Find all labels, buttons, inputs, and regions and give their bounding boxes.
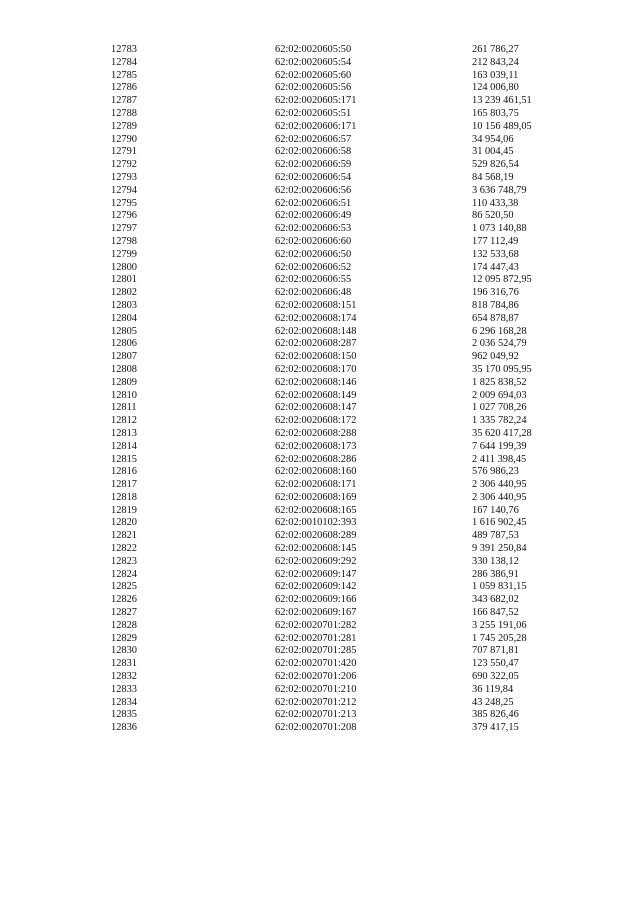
value-cell: 330 138,12 [472,555,519,567]
cadastral-number-cell: 62:02:0020606:57 [275,133,352,145]
table-row [0,671,640,684]
row-number-cell: 12824 [111,568,137,580]
cadastral-number-cell: 62:02:0020608:148 [275,325,357,337]
table-row [0,466,640,479]
row-number-cell: 12792 [111,159,137,171]
table-row [0,274,640,287]
table-row [0,505,640,518]
document-table [0,44,640,735]
cadastral-number-cell: 62:02:0020701:281 [275,632,357,644]
value-cell: 196 316,76 [472,287,519,299]
cadastral-number-cell: 62:02:0020608:160 [275,466,357,478]
value-cell: 2 306 440,95 [472,479,527,491]
cadastral-number-cell: 62:02:0020608:288 [275,427,357,439]
value-cell: 962 049,92 [472,351,519,363]
cadastral-number-cell: 62:02:0020605:171 [275,95,357,107]
value-cell: 110 433,38 [472,197,519,209]
table-row [0,697,640,710]
value-cell: 34 954,06 [472,133,514,145]
cadastral-number-cell: 62:02:0020605:60 [275,69,352,81]
value-cell: 124 006,80 [472,82,519,94]
row-number-cell: 12814 [111,440,137,452]
value-cell: 1 073 140,88 [472,223,527,235]
table-row [0,658,640,671]
cadastral-number-cell: 62:02:0020701:282 [275,619,357,631]
value-cell: 3 636 748,79 [472,184,527,196]
cadastral-number-cell: 62:02:0020608:147 [275,402,357,414]
value-cell: 177 112,49 [472,235,519,247]
cadastral-number-cell: 62:02:0020605:56 [275,82,352,94]
value-cell: 132 533,68 [472,248,519,260]
table-row [0,210,640,223]
value-cell: 174 447,43 [472,261,519,273]
row-number-cell: 12823 [111,555,137,567]
value-cell: 261 786,27 [472,44,519,55]
cadastral-number-cell: 62:02:0020608:150 [275,351,357,363]
table-row [0,722,640,735]
cadastral-number-cell: 62:02:0020609:166 [275,594,357,606]
row-number-cell: 12834 [111,696,137,708]
table-row [0,172,640,185]
table-row [0,569,640,582]
table-row [0,645,640,658]
value-cell: 1 027 708,26 [472,402,527,414]
cadastral-number-cell: 62:02:0020608:172 [275,415,357,427]
value-cell: 690 322,05 [472,671,519,683]
row-number-cell: 12811 [111,402,137,414]
row-number-cell: 12818 [111,491,137,503]
cadastral-number-cell: 62:02:0020605:50 [275,44,352,55]
value-cell: 2 009 694,03 [472,389,527,401]
cadastral-number-cell: 62:02:0020608:289 [275,530,357,542]
value-cell: 165 803,75 [472,107,519,119]
table-row [0,121,640,134]
value-cell: 1 825 838,52 [472,376,527,388]
value-cell: 163 039,11 [472,69,519,81]
row-number-cell: 12812 [111,415,137,427]
table-row [0,543,640,556]
cadastral-number-cell: 62:02:0020605:51 [275,107,352,119]
cadastral-number-cell: 62:02:0020608:174 [275,312,357,324]
table-row [0,364,640,377]
value-cell: 6 296 168,28 [472,325,527,337]
value-cell: 9 391 250,84 [472,543,527,555]
table-row [0,108,640,121]
row-number-cell: 12807 [111,351,137,363]
table-row [0,479,640,492]
row-number-cell: 12790 [111,133,137,145]
row-number-cell: 12813 [111,427,137,439]
table-row [0,44,640,57]
table-row [0,287,640,300]
cadastral-number-cell: 62:02:0020606:58 [275,146,352,158]
row-number-cell: 12784 [111,56,137,68]
table-row [0,454,640,467]
cadastral-number-cell: 62:02:0020701:420 [275,658,357,670]
table-row [0,620,640,633]
value-cell: 2 036 524,79 [472,338,527,350]
table-row [0,82,640,95]
value-cell: 286 386,91 [472,568,519,580]
cadastral-number-cell: 62:02:0020608:170 [275,363,357,375]
row-number-cell: 12827 [111,607,137,619]
table-row [0,338,640,351]
value-cell: 1 616 902,45 [472,517,527,529]
cadastral-number-cell: 62:02:0020606:53 [275,223,352,235]
cadastral-number-cell: 62:02:0020606:55 [275,274,352,286]
row-number-cell: 12816 [111,466,137,478]
row-number-cell: 12836 [111,722,137,734]
cadastral-number-cell: 62:02:0020606:59 [275,159,352,171]
cadastral-number-cell: 62:02:0020609:142 [275,581,357,593]
table-row [0,185,640,198]
row-number-cell: 12794 [111,184,137,196]
row-number-cell: 12829 [111,632,137,644]
value-cell: 489 787,53 [472,530,519,542]
row-number-cell: 12817 [111,479,137,491]
cadastral-number-cell: 62:02:0020701:212 [275,696,357,708]
row-number-cell: 12828 [111,619,137,631]
cadastral-number-cell: 62:02:0020608:165 [275,504,357,516]
table-row [0,223,640,236]
cadastral-number-cell: 62:02:0020609:292 [275,555,357,567]
table-row [0,95,640,108]
cadastral-number-cell: 62:02:0020701:285 [275,645,357,657]
value-cell: 654 878,87 [472,312,519,324]
value-cell: 1 059 831,15 [472,581,527,593]
value-cell: 2 306 440,95 [472,491,527,503]
value-cell: 576 986,23 [472,466,519,478]
row-number-cell: 12826 [111,594,137,606]
row-number-cell: 12798 [111,235,137,247]
row-number-cell: 12821 [111,530,137,542]
table-row [0,607,640,620]
table-row [0,402,640,415]
row-number-cell: 12785 [111,69,137,81]
row-number-cell: 12825 [111,581,137,593]
row-number-cell: 12786 [111,82,137,94]
value-cell: 212 843,24 [472,56,519,68]
table-row [0,236,640,249]
value-cell: 3 255 191,06 [472,619,527,631]
table-row [0,415,640,428]
cadastral-number-cell: 62:02:0020608:286 [275,453,357,465]
cadastral-number-cell: 62:02:0020608:287 [275,338,357,350]
table-row [0,684,640,697]
cadastral-number-cell: 62:02:0020701:213 [275,709,357,721]
table-row [0,57,640,70]
row-number-cell: 12795 [111,197,137,209]
cadastral-number-cell: 62:02:0020606:52 [275,261,352,273]
value-cell: 818 784,86 [472,299,519,311]
cadastral-number-cell: 62:02:0020609:167 [275,607,357,619]
table-row [0,581,640,594]
table-row [0,377,640,390]
row-number-cell: 12789 [111,120,137,132]
row-number-cell: 12791 [111,146,137,158]
row-number-cell: 12835 [111,709,137,721]
row-number-cell: 12815 [111,453,137,465]
cadastral-number-cell: 62:02:0020606:171 [275,120,357,132]
table-row [0,709,640,722]
row-number-cell: 12788 [111,107,137,119]
value-cell: 379 417,15 [472,722,519,734]
cadastral-number-cell: 62:02:0020608:145 [275,543,357,555]
table-row [0,313,640,326]
table-row [0,556,640,569]
table-row [0,492,640,505]
value-cell: 35 170 095,95 [472,363,532,375]
row-number-cell: 12787 [111,95,137,107]
table-row [0,262,640,275]
cadastral-number-cell: 62:02:0020608:169 [275,491,357,503]
table-row [0,146,640,159]
value-cell: 35 620 417,28 [472,427,532,439]
row-number-cell: 12783 [111,44,137,55]
value-cell: 707 871,81 [472,645,519,657]
value-cell: 167 140,76 [472,504,519,516]
table-row [0,517,640,530]
cadastral-number-cell: 62:02:0020701:206 [275,671,357,683]
table-row [0,249,640,262]
cadastral-number-cell: 62:02:0020609:147 [275,568,357,580]
cadastral-number-cell: 62:02:0020606:50 [275,248,352,260]
value-cell: 1 335 782,24 [472,415,527,427]
value-cell: 43 248,25 [472,696,514,708]
table-row [0,390,640,403]
row-number-cell: 12822 [111,543,137,555]
row-number-cell: 12810 [111,389,137,401]
cadastral-number-cell: 62:02:0010102:393 [275,517,357,529]
table-row [0,198,640,211]
row-number-cell: 12808 [111,363,137,375]
row-number-cell: 12831 [111,658,137,670]
cadastral-number-cell: 62:02:0020606:54 [275,171,352,183]
value-cell: 12 095 872,95 [472,274,532,286]
row-number-cell: 12805 [111,325,137,337]
value-cell: 10 156 489,05 [472,120,532,132]
row-number-cell: 12803 [111,299,137,311]
row-number-cell: 12806 [111,338,137,350]
value-cell: 31 004,45 [472,146,514,158]
value-cell: 7 644 199,39 [472,440,527,452]
value-cell: 84 568,19 [472,171,514,183]
value-cell: 123 550,47 [472,658,519,670]
cadastral-number-cell: 62:02:0020608:171 [275,479,357,491]
cadastral-number-cell: 62:02:0020605:54 [275,56,352,68]
row-number-cell: 12796 [111,210,137,222]
row-number-cell: 12830 [111,645,137,657]
cadastral-number-cell: 62:02:0020606:60 [275,235,352,247]
row-number-cell: 12800 [111,261,137,273]
row-number-cell: 12833 [111,683,137,695]
cadastral-number-cell: 62:02:0020608:173 [275,440,357,452]
value-cell: 13 239 461,51 [472,95,532,107]
row-number-cell: 12809 [111,376,137,388]
cadastral-number-cell: 62:02:0020606:49 [275,210,352,222]
table-row [0,441,640,454]
table-row [0,326,640,339]
value-cell: 343 682,02 [472,594,519,606]
value-cell: 86 520,50 [472,210,514,222]
cadastral-number-cell: 62:02:0020606:48 [275,287,352,299]
table-row [0,530,640,543]
row-number-cell: 12804 [111,312,137,324]
row-number-cell: 12797 [111,223,137,235]
cadastral-number-cell: 62:02:0020701:208 [275,722,357,734]
cadastral-number-cell: 62:02:0020608:151 [275,299,357,311]
cadastral-number-cell: 62:02:0020608:149 [275,389,357,401]
table-row [0,633,640,646]
row-number-cell: 12820 [111,517,137,529]
value-cell: 385 826,46 [472,709,519,721]
cadastral-number-cell: 62:02:0020606:56 [275,184,352,196]
cadastral-number-cell: 62:02:0020701:210 [275,683,357,695]
table-row [0,351,640,364]
row-number-cell: 12801 [111,274,137,286]
row-number-cell: 12832 [111,671,137,683]
value-cell: 2 411 398,45 [472,453,527,465]
row-number-cell: 12802 [111,287,137,299]
cadastral-number-cell: 62:02:0020606:51 [275,197,352,209]
row-number-cell: 12793 [111,171,137,183]
table-row [0,134,640,147]
table-row [0,300,640,313]
value-cell: 1 745 205,28 [472,632,527,644]
row-number-cell: 12819 [111,504,137,516]
cadastral-number-cell: 62:02:0020608:146 [275,376,357,388]
table-row [0,428,640,441]
table-row [0,594,640,607]
table-row [0,70,640,83]
row-number-cell: 12799 [111,248,137,260]
table-row [0,159,640,172]
value-cell: 166 847,52 [472,607,519,619]
value-cell: 529 826,54 [472,159,519,171]
value-cell: 36 119,84 [472,683,514,695]
